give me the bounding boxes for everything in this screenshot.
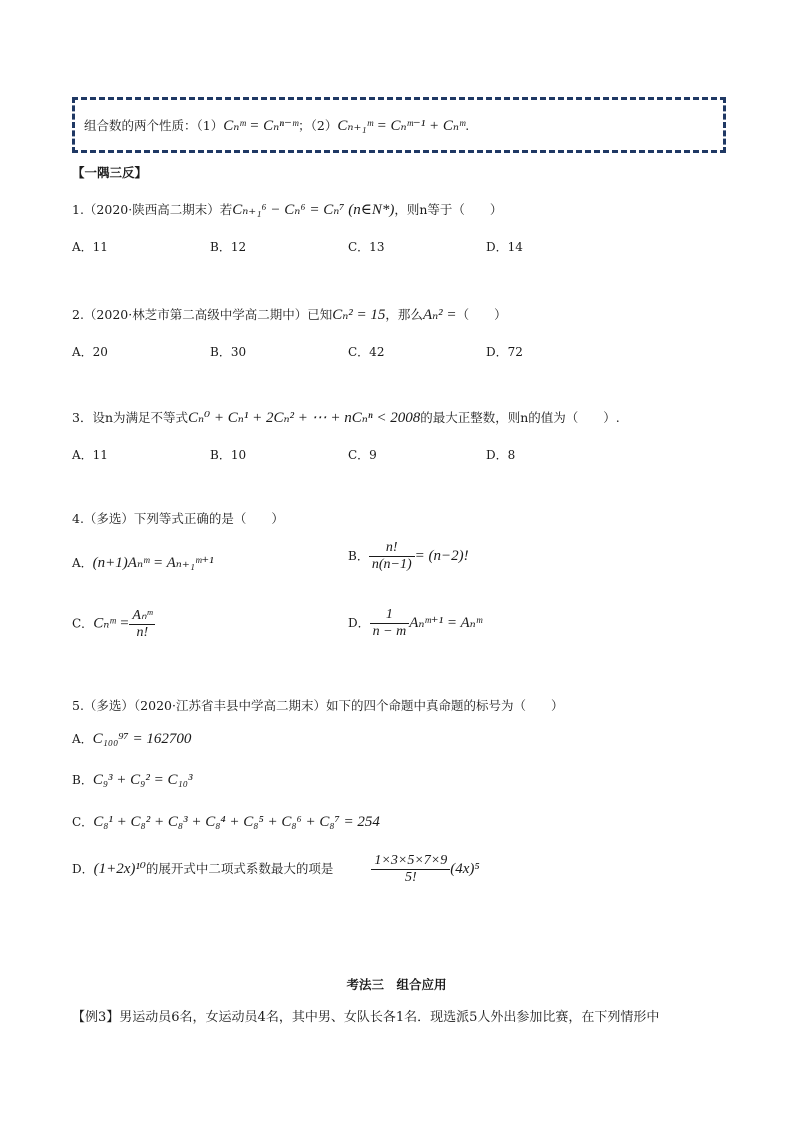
q2-option-a: A．20 (72, 345, 108, 359)
question-3 (72, 408, 620, 427)
q3-option-c: C．9 (348, 448, 377, 462)
q5-option-d-numerator: 1×3×5×7×9 (371, 853, 450, 870)
q3-formula: Cₙ⁰ + Cₙ¹ + 2Cₙ² + ⋯ + nCₙⁿ < 2008 (188, 410, 421, 426)
q4-option-d-rhs: Aₙᵐ⁺¹ = Aₙᵐ (409, 615, 482, 631)
q4-option-c-label: C． (72, 616, 94, 631)
property-line (84, 116, 469, 135)
q1-option-d: D．14 (486, 240, 523, 254)
q2-formula: Cₙ² = 15 (332, 307, 386, 323)
q5-option-d-denominator: 5! (404, 870, 417, 885)
q1-option-b: B．12 (210, 240, 247, 254)
q3-option-a: A．11 (72, 448, 108, 462)
q5-option-c-formula: C₈¹ + C₈² + C₈³ + C₈⁴ + C₈⁵ + C₈⁶ + C₈⁷ = 254 (93, 814, 380, 830)
q5-option-b-formula: C₉³ + C₉² = C₁₀³ (92, 772, 193, 788)
property-text: 组合数的两个性质：（1） (84, 118, 224, 133)
q4-option-b-rhs: = (n−2)! (414, 548, 469, 564)
q4-option-b-numerator: n! (369, 540, 415, 557)
q1-option-c: C．13 (348, 240, 385, 254)
q1-formula: Cₙ₊₁⁶ − Cₙ⁶ = Cₙ⁷ (n∈N*) (232, 202, 395, 218)
q4-option-c-numerator: Aₙᵐ (129, 607, 155, 625)
q4-option-d-numerator: 1 (370, 607, 410, 624)
q3-suffix: 的最大正整数，则n的值为（ ）. (420, 410, 620, 425)
q2-prefix: 2.（2020·林芝市第二高级中学高二期中）已知 (72, 307, 333, 322)
property-formula-2: Cₙ₊₁ᵐ = Cₙᵐ⁻¹ + Cₙᵐ (337, 118, 466, 134)
q5-option-b-label: B． (72, 773, 93, 787)
q4-option-c-lhs: Cₙᵐ = (93, 615, 130, 632)
q5-option-d-text: 的展开式中二项式系数最大的项是 (145, 861, 334, 876)
q4-option-b-denominator: n(n−1) (371, 557, 412, 572)
q4-option-a (72, 553, 214, 572)
q4-option-c-fraction (129, 607, 155, 641)
q5-option-d-label: D． (72, 862, 94, 876)
q5-option-d-expansion: (1+2x)¹⁰ (93, 861, 146, 877)
q4-option-c-denominator: n! (136, 625, 149, 640)
q5-option-b (72, 771, 192, 789)
section-heading: 【一隅三反】 (72, 165, 148, 180)
q5-option-a-formula: C₁₀₀⁹⁷ = 162700 (92, 731, 192, 747)
q4-option-b-fraction (369, 540, 415, 573)
q5-option-d-fraction (371, 853, 450, 886)
q4-option-a-label: A． (72, 556, 93, 570)
question-5-stem: 5.（多选）（2020·江苏省丰县中学高二期末）如下的四个命题中真命题的标号为（ ） (72, 698, 564, 713)
question-4-stem: 4.（多选）下列等式正确的是（ ） (72, 511, 284, 526)
q4-option-b (348, 540, 469, 573)
q5-option-d (72, 853, 480, 886)
q4-option-d-denominator: n − m (372, 624, 407, 639)
q5-option-a-label: A． (72, 732, 93, 746)
q5-option-c (72, 813, 380, 831)
property-end: . (465, 118, 470, 133)
q2-suffix: （ ） (456, 307, 507, 322)
property-formula-1: Cₙᵐ = Cₙⁿ⁻ᵐ (223, 118, 299, 134)
q4-option-d-label: D． (348, 616, 370, 630)
q4-option-d-fraction (370, 607, 410, 640)
q1-prefix: 1.（2020·陕西高二期末）若 (72, 202, 233, 217)
question-1 (72, 200, 502, 219)
q2-formula-2: Aₙ² = (422, 307, 457, 323)
question-2 (72, 305, 507, 324)
q4-option-d (348, 607, 482, 640)
q2-option-c: C．42 (348, 345, 385, 359)
q5-option-a (72, 730, 191, 748)
q4-option-a-formula: (n+1)Aₙᵐ = Aₙ₊₁ᵐ⁺¹ (92, 555, 214, 571)
example-3: 【例3】男运动员6名，女运动员4名，其中男、女队长各1名．现选派5人外出参加比赛，在下列情形中 (72, 1010, 660, 1025)
q2-option-b: B．30 (210, 345, 247, 359)
q3-option-d: D．8 (486, 448, 516, 462)
q2-option-d: D．72 (486, 345, 523, 359)
q5-option-c-label: C． (72, 815, 94, 829)
q3-prefix: 3．设n为满足不等式 (72, 410, 189, 425)
q1-option-a: A．11 (72, 240, 108, 254)
q4-option-c (72, 607, 155, 641)
property-sep: ；（2） (298, 118, 338, 133)
q2-mid: ，那么 (385, 307, 423, 322)
q1-suffix: ，则n等于（ ） (394, 202, 503, 217)
method-heading: 考法三 组合应用 (346, 977, 447, 992)
q4-option-b-label: B． (348, 549, 369, 563)
q3-option-b: B．10 (210, 448, 247, 462)
q5-option-d-tail: (4x)⁵ (450, 861, 480, 877)
